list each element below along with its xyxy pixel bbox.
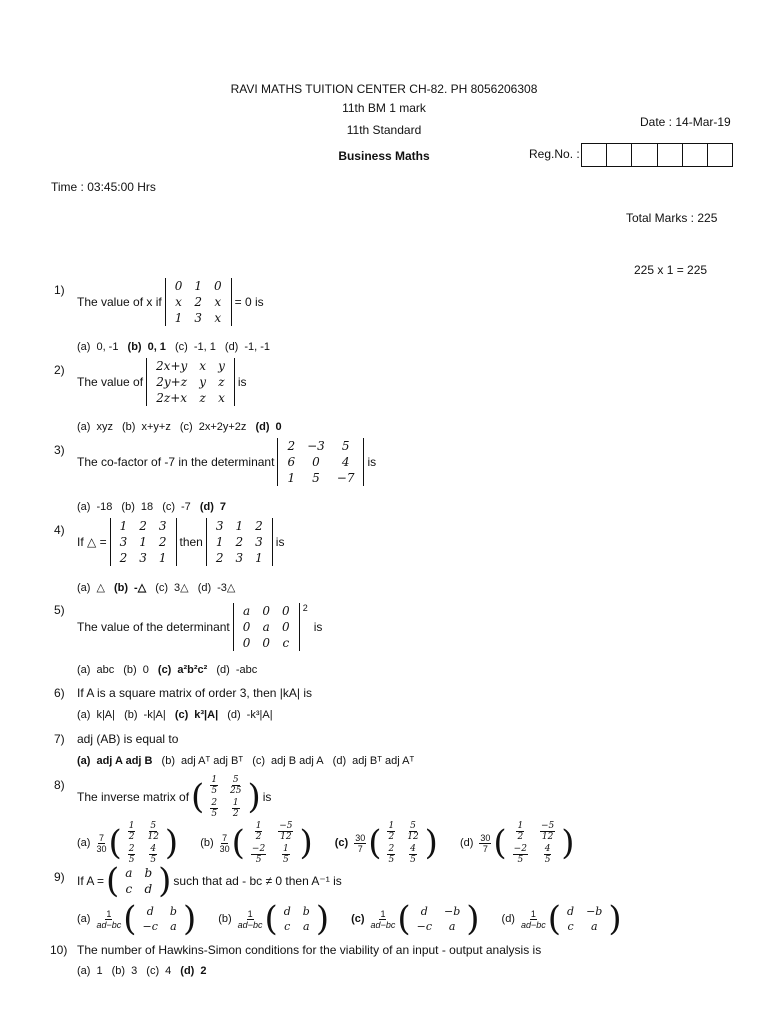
options-q10: (a) 1 (b) 3 (c) 4 (d) 2 <box>77 965 207 977</box>
reg-number-boxes[interactable] <box>581 143 733 167</box>
total-marks: Total Marks : 225 <box>626 211 718 225</box>
question-1 <box>77 278 264 326</box>
question-number: 5) <box>54 603 65 617</box>
determinant: 1 2 3 3 1 2 2 3 1 <box>110 518 177 566</box>
options-q6: (a) k|A| (b) -k|A| (c) k³|A| (d) -k³|A| <box>77 709 273 721</box>
options-q1: (a) 0, -1 (b) 0, 1 (c) -1, 1 (d) -1, -1 <box>77 341 271 353</box>
question-5: The value of the determinant a 0 0 0 a 0 0 0 c $^2$ is <box>77 603 323 650</box>
exam-time: Time : 03:45:00 Hrs <box>51 180 156 194</box>
options-q3: (a) -18 (b) 18 (c) -7 (d) 7 <box>77 501 227 513</box>
subject: Business Maths <box>338 149 430 163</box>
question-number: 2) <box>54 363 65 377</box>
options-q5: (a) abc (b) 0 (c) a²b²c² (d) -abc <box>77 664 258 676</box>
question-text: adj (AB) is equal to <box>77 732 179 746</box>
question-number: 8) <box>54 778 65 792</box>
determinant: 3 1 2 1 2 3 2 3 1 <box>206 518 273 566</box>
determinant: 0 1 0 x 2 x 1 3 x <box>165 278 232 326</box>
exam-date: Date : 14-Mar-19 <box>640 115 731 129</box>
question-number: 10) <box>50 943 68 957</box>
question-text: If A is a square matrix of order 3, then |kA| is <box>77 686 313 700</box>
question-number: 7) <box>54 732 65 746</box>
question-number: 3) <box>54 443 65 457</box>
question-3: The co-factor of -7 in the determinant 2 −3 5 6 0 4 1 5 −7 is <box>77 439 377 485</box>
question-9: If A = ( a b c d ) such that ad - bc ≠ 0 then A⁻¹ is <box>77 861 342 901</box>
question-text: = 0 is <box>234 295 264 309</box>
options-q7: (a) adj A adj B (b) adj Aᵀ adj Bᵀ (c) adj B adj A (d) adj Bᵀ adj Aᵀ <box>77 755 415 767</box>
question-number: 6) <box>54 686 65 700</box>
question-text: The value of x if <box>77 295 162 309</box>
determinant: 2x+y x y 2y+z y z 2z+x z x <box>146 358 235 406</box>
question-number: 1) <box>54 283 65 297</box>
question-text: The number of Hawkins-Simon conditions for the viability of an input - output analysis is <box>77 943 542 957</box>
matrix: ( a b c d ) <box>106 861 172 901</box>
question-8: The inverse matrix of ( $\frac{1}{5}$ $\frac{5}{25}$ $\frac{2}{5}$ $\frac{1}{2}$ ) is <box>77 775 272 819</box>
marks-calculation: 225 x 1 = 225 <box>634 263 708 277</box>
question-4: If △ = 1 2 3 3 1 2 2 3 1 then 3 1 2 1 2 3 2 3 1 is <box>77 519 285 565</box>
determinant: a 0 0 0 a 0 0 0 c <box>233 603 300 651</box>
options-q2: (a) xyz (b) x+y+z (c) 2x+2y+2z (d) 0 <box>77 421 282 433</box>
options-q9: (a) $\frac{1}{ad-bc}$ ( d b −c a ) (b) $\frac{1}{ad-bc}$ ( d b c a ) (c) $\frac{1}{ad-bc}$ ( d −b −c a ) (d) $\frac{1}{ad-bc}$ ( d −b c a ) <box>77 899 622 939</box>
question-2: The value of 2x+y x y 2y+z y z 2z+x z x is <box>77 359 247 405</box>
options-q8: (a) $\frac{7}{30}$ ( $\frac{1}{2}$ $\frac{5}{12}$ $\frac{2}{5}$ $\frac{4}{5}$ ) (b) $\frac{7}{30}$ ( $\frac{1}{2}$ $\frac{-5}{12}$ $\frac{-2}{5}$ $\frac{1}{5}$ ) (c) $\frac{30}{7}$ ( $\frac{1}{2}$ $\frac{5}{12}$ $\frac{2}{5}$ $\frac{4}{5}$ ) (d) $\frac{30}{7}$ ( $\frac{1}{2}$ $\frac{-5}{12}$ $\frac{-2}{5}$ $\frac{4}{5}$ ) <box>77 821 575 865</box>
options-q4: (a) △ (b) -△ (c) 3△ (d) -3△ <box>77 582 236 594</box>
determinant: 2 −3 5 6 0 4 1 5 −7 <box>277 438 364 486</box>
question-number: 9) <box>54 870 65 884</box>
matrix: ( $\frac{1}{5}$ $\frac{5}{25}$ $\frac{2}{5}$ $\frac{1}{2}$ ) <box>191 775 261 819</box>
reg-label: Reg.No. : <box>529 147 580 161</box>
center-name: RAVI MATHS TUITION CENTER CH-82. PH 8056206308 <box>230 82 538 96</box>
test-name: 11th BM 1 mark <box>342 101 426 115</box>
standard: 11th Standard <box>346 123 422 137</box>
question-number: 4) <box>54 523 65 537</box>
